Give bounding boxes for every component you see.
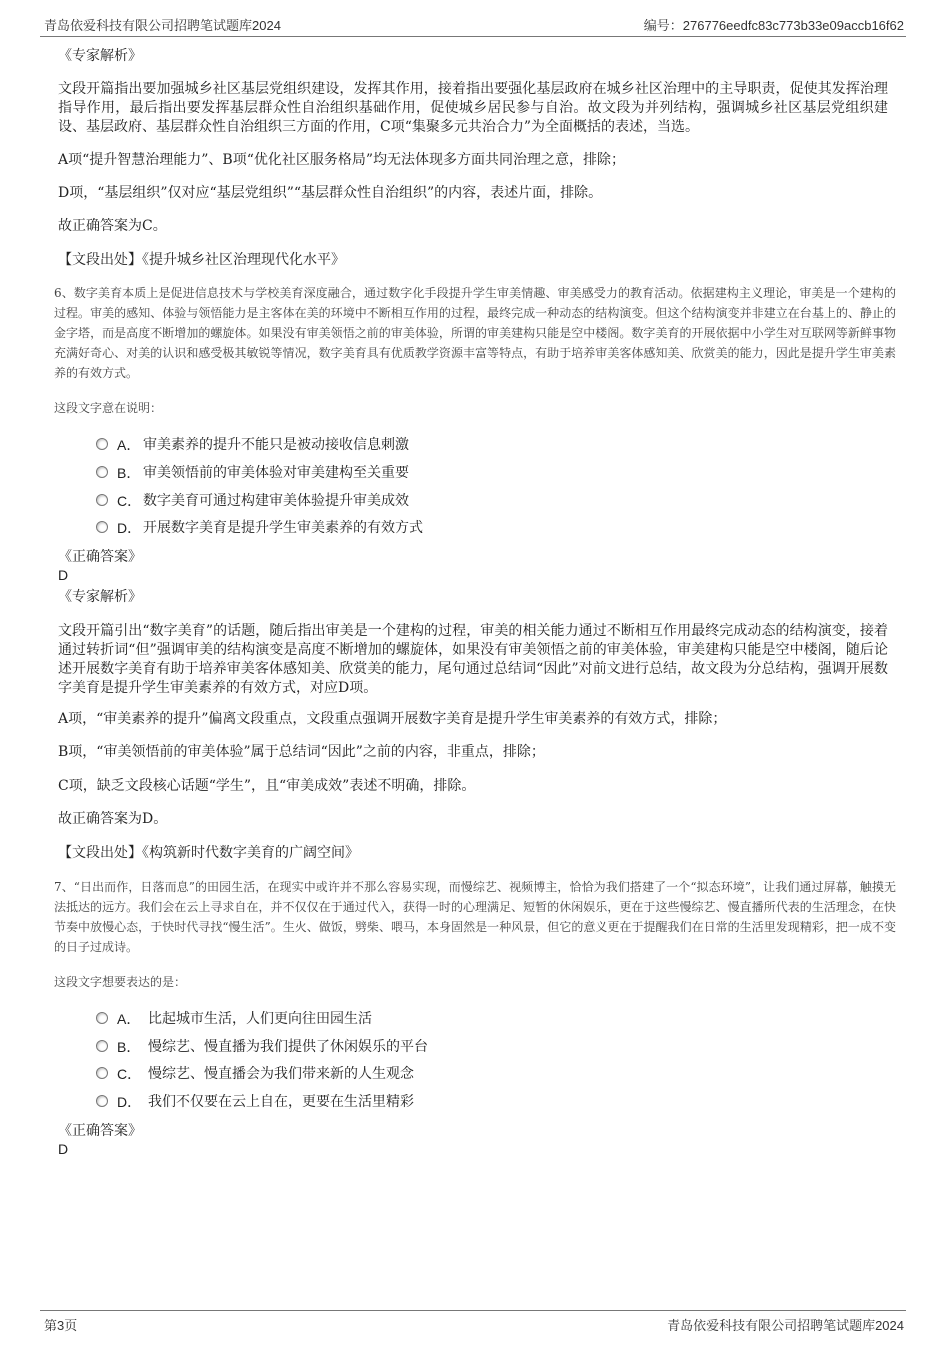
option-text: 数字美育可通过构建审美体验提升审美成效 [143, 493, 409, 509]
q6-answer-title: 《正确答案》 [58, 549, 142, 565]
q6-conclusion: 故正确答案为D。 [58, 811, 168, 827]
prev-note-d: D项，“基层组织”仅对应“基层党组织”“基层群众性自治组织”的内容，表述片面，排除。 [58, 185, 603, 201]
prev-analysis: 文段开篇指出要加强城乡社区基层党组织建设，发挥其作用，接着指出要强化基层政府在城乡社区治理中的主导职责，促使其发挥治理指导作用，最后指出要发挥基层群众性自治组织基础作用，促使城乡居民参与自治。故文段为并列结构，强调城乡社区基层党组织建设、基层政府、基层群众性自治组织三方面的作用，C项“集聚多元共治合力”为全面概括的表述，当选。 [58, 81, 888, 135]
option-label: D． [117, 520, 142, 536]
option-label: C． [117, 1066, 142, 1082]
option-label: D． [117, 1094, 142, 1110]
q6-note-c: C项，缺乏文段核心话题“学生”，且“审美成效”表述不明确，排除。 [58, 778, 476, 794]
q6-answer: D [58, 567, 69, 583]
q6-note-b: B项，“审美领悟前的审美体验”属于总结词“因此”之前的内容，非重点，排除； [58, 744, 545, 760]
header-serial-number: 编号：276776eedfc83c773b33e09accb16f62 [643, 18, 904, 33]
prev-source: 【文段出处】《提升城乡社区治理现代化水平》 [58, 252, 345, 268]
radio-button-icon[interactable] [96, 1095, 108, 1107]
q7-prompt: 这段文字想要表达的是： [54, 975, 187, 989]
radio-button-icon[interactable] [96, 1012, 108, 1024]
radio-button-icon[interactable] [96, 1040, 108, 1052]
prev-expert-title: 《专家解析》 [58, 48, 142, 64]
q6-expert-title: 《专家解析》 [58, 589, 142, 605]
option-text: 审美素养的提升不能只是被动接收信息刺激 [143, 437, 409, 453]
option-text: 慢综艺、慢直播会为我们带来新的人生观念 [148, 1066, 414, 1082]
radio-button-icon[interactable] [96, 438, 108, 450]
footer-title: 青岛依爱科技有限公司招聘笔试题库2024 [667, 1318, 904, 1333]
radio-button-icon[interactable] [96, 494, 108, 506]
option-text: 开展数字美育是提升学生审美素养的有效方式 [143, 520, 423, 536]
radio-button-icon[interactable] [96, 1067, 108, 1079]
option-label: B． [117, 1039, 141, 1055]
radio-button-icon[interactable] [96, 521, 108, 533]
option-text: 比起城市生活，人们更向往田园生活 [148, 1011, 372, 1027]
page-footer [40, 1310, 906, 1333]
option-label: C． [117, 493, 142, 509]
option-text: 慢综艺、慢直播为我们提供了休闲娱乐的平台 [148, 1039, 428, 1055]
option-label: A． [117, 1011, 141, 1027]
option-label: A． [117, 437, 141, 453]
prev-conclusion: 故正确答案为C。 [58, 218, 167, 234]
q7-answer: D [58, 1141, 69, 1157]
page-header [40, 14, 906, 37]
option-text: 审美领悟前的审美体验对审美建构至关重要 [143, 465, 409, 481]
header-title: 青岛依爱科技有限公司招聘笔试题库2024 [44, 18, 281, 33]
q6-analysis: 文段开篇引出“数字美育”的话题，随后指出审美是一个建构的过程，审美的相关能力通过不断相互作用最终完成动态的结构演变，接着通过转折词“但”强调审美的结构演变是高度不断增加的螺旋体，如果没有审美领悟之前的审美体验，审美建构只能是空中楼阁，随后论述开展数字美育有助于培养审美客体感知美、欣赏美的能力，尾句通过总结词“因此”对前文进行总结，故文段为分总结构，强调开展数字美育是提升学生审美素养的有效方式，对应D项。 [58, 623, 888, 696]
option-label: B． [117, 465, 141, 481]
q6-note-a: A项，“审美素养的提升”偏离文段重点，文段重点强调开展数字美育是提升学生审美素养的有效方式，排除； [58, 711, 727, 727]
q6-prompt: 这段文字意在说明： [54, 401, 163, 415]
option-text: 我们不仅要在云上自在，更要在生活里精彩 [148, 1094, 414, 1110]
radio-button-icon[interactable] [96, 466, 108, 478]
q6-source: 【文段出处】《构筑新时代数字美育的广阔空间》 [58, 845, 359, 861]
prev-note-a: A项“提升智慧治理能力”、B项“优化社区服务格局”均无法体现多方面共同治理之意，排除； [58, 152, 626, 168]
q7-answer-title: 《正确答案》 [58, 1123, 142, 1139]
page-number: 第3页 [44, 1318, 78, 1333]
q7-stem: 7、“日出而作，日落而息”的田园生活，在现实中或许并不那么容易实现，而慢综艺、视频博主，恰恰为我们搭建了一个“拟态环境”，让我们通过屏幕，触摸无法抵达的远方。我们会在云上寻求自在，并不仅仅在于通过代入，获得一时的心理满足、短暂的休闲娱乐，更在于这些慢综艺、慢直播所代表的生活理念，在快节奏中放慢心态，于快时代寻找“慢生活”。生火、做饭，劈柴、喂马，本身固然是一种风景，但它的意义更在于提醒我们在日常的生活里发现精彩，把一成不变的日子过成诗。 [54, 880, 896, 954]
q6-stem: 6、数字美育本质上是促进信息技术与学校美育深度融合，通过数字化手段提升学生审美情趣、审美感受力的教育活动。依据建构主义理论，审美是一个建构的过程。审美的感知、体验与领悟能力是主客体在美的环境中不断相互作用的过程，最终完成一种动态的结构演变。但这个结构演变并非建立在台基上的、静止的金字塔，而是高度不断增加的螺旋体。如果没有审美领悟之前的审美体验，所谓的审美建构只能是空中楼阁。数字美育的开展依据中小学生对互联网等新鲜事物充满好奇心、对美的认识和感受极其敏锐等情况，数字美育具有优质教学资源丰富等特点，有助于培养审美客体感知美、欣赏美的能力，因此是提升学生审美素养的有效方式。 [54, 286, 896, 380]
